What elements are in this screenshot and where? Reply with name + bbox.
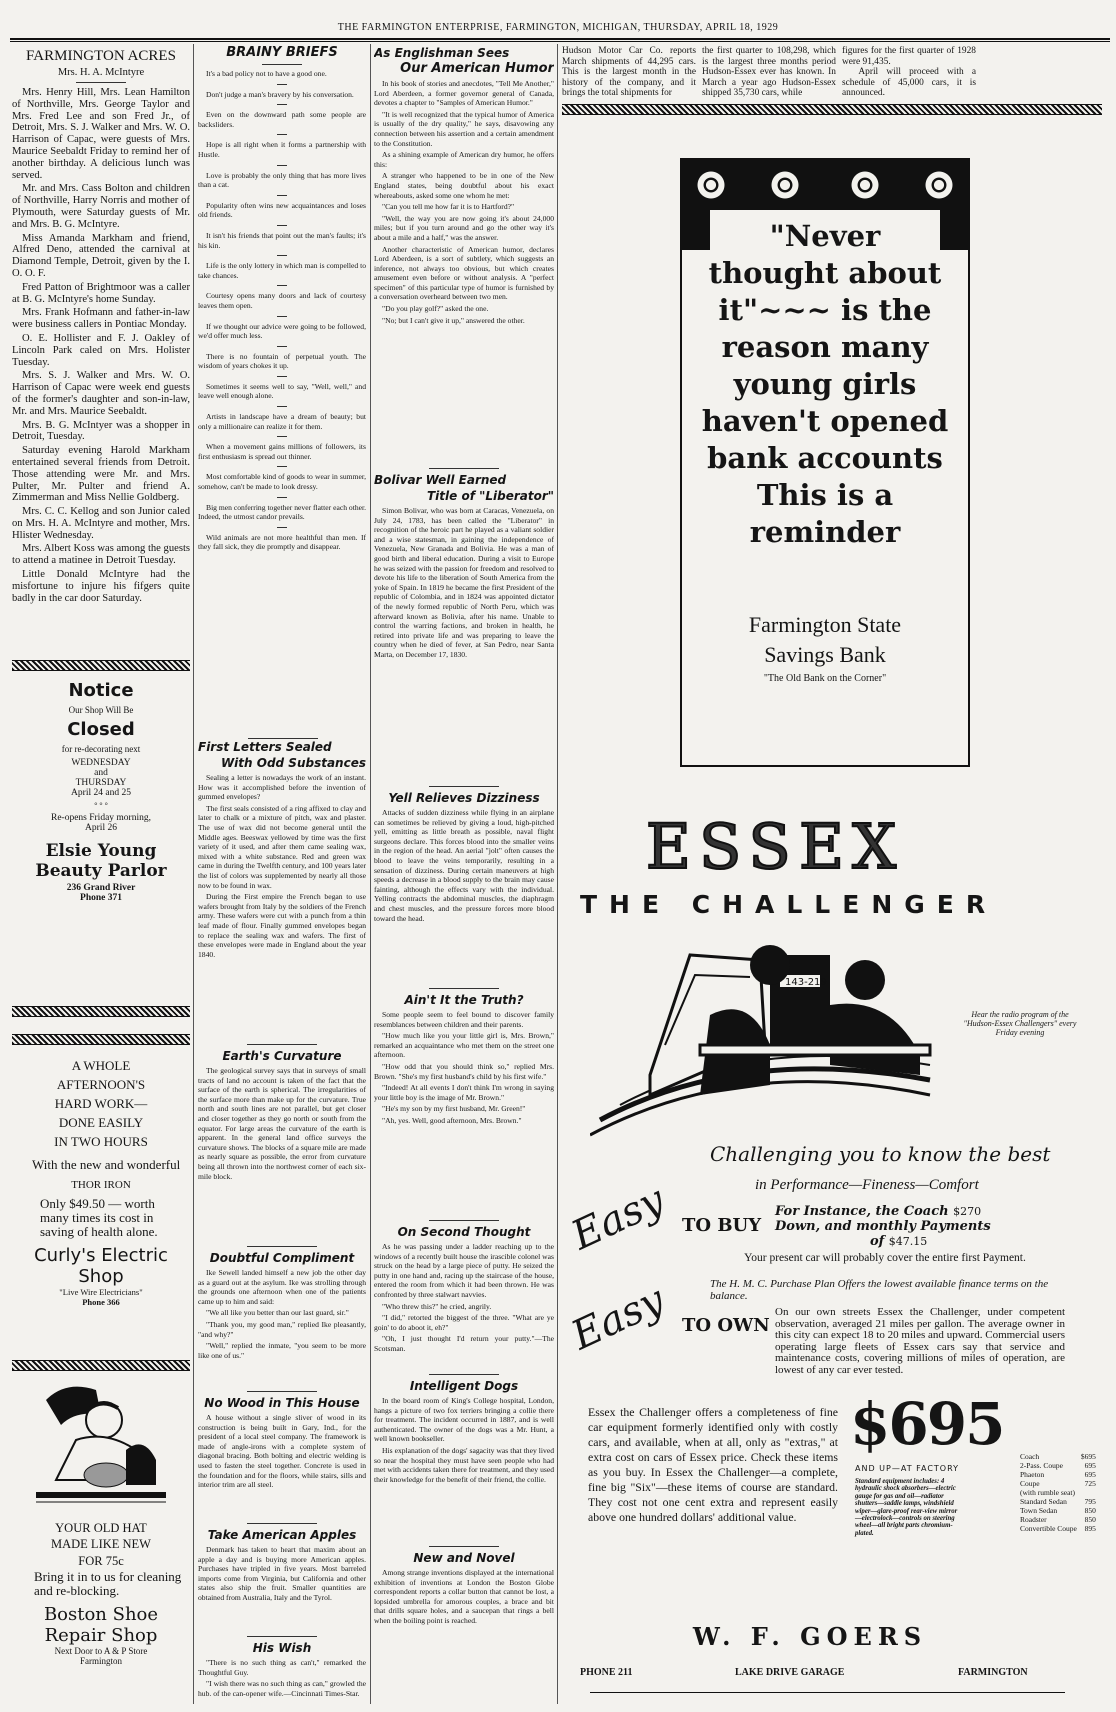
paragraph: When a movement gains millions of followers, its first enthusiasm is spread out thinner. (198, 442, 366, 461)
paragraph: If we thought our advice were going to be followed, we'd offer much less. (198, 321, 366, 341)
paragraph: Mrs. Frank Hofmann and father-in-law were business callers in Pontiac Monday. (12, 307, 190, 331)
paragraph: "It is well recognized that the typical humor of America is usually of the dry quality," he says, disavowing any connection between his assertion and a certain amendment to the Constitution. (374, 109, 554, 148)
paragraph: "Indeed! At all events I don't think I'm wrong in saying your little boy is the image of Mr. Brown." (374, 1083, 554, 1102)
ad-text: and (94, 768, 108, 778)
model-name: Standard Sedan (1020, 1497, 1067, 1506)
paragraph: As a shining example of American dry humor, he offers this: (374, 150, 554, 169)
paragraph: Miss Amanda Markham and friend, Alfred Deno, attended the carnival at Diamond Temple, Detroit, given by the I. O. O. F. (12, 232, 190, 279)
model-row (1018, 1479, 1098, 1488)
column-divider (370, 44, 371, 1704)
brief-separator (277, 195, 287, 196)
down-payment-price: $270 (953, 1205, 982, 1218)
notice-ad (12, 680, 190, 1000)
article-title: Ain't It the Truth? (404, 993, 524, 1007)
license-plate: 143-219 (785, 977, 827, 988)
paragraph: A stranger who happened to be in one of the New England states, being doubtful about his exact whereabouts, asked some one whom he met: (374, 171, 554, 200)
model-row (1018, 1488, 1098, 1497)
paragraph: The first seals consisted of a ring affixed to clay and later to chalk or a mixture of pitch, wax and plaster. The use of wax did not become general until the Middle ages. Beeswax yellowed by time was the first variety of it used, and after them came sealing wax, mixed with a white substance. Red and green wax came in during the Twelfth century, and 100 years later the list of colors was supplemented by nearly all those now to be found in wax. (198, 803, 366, 890)
brief-separator (277, 376, 287, 377)
article-title: On Second Thought (397, 1225, 531, 1239)
paragraph: "How much like you your little girl is, Mrs. Brown," remarked an acquaintance who met them on the street one afternoon. (374, 1031, 554, 1060)
brief-separator (277, 497, 287, 498)
ad-headline: YOUR OLD HAT (55, 1521, 147, 1535)
paragraph: Mrs. Albert Koss was among the guests to attend a matinee in Detroit Tuesday. (12, 543, 190, 567)
model-name: Convertible Coupe (1020, 1524, 1077, 1533)
phone: Phone 366 (82, 1297, 120, 1307)
decorative-border (12, 1006, 190, 1017)
article-title: Intelligent Dogs (409, 1379, 519, 1393)
to-buy-label: TO BUY (682, 1215, 762, 1236)
paragraph: In his book of stories and anecdotes, "Tell Me Another," Lord Aberdeen, a former governor general of Canada, devotes a chapter to "Samples of American Humor." (374, 79, 554, 108)
text-line: IN TWO HOURS (54, 1134, 148, 1149)
article-body (374, 1568, 554, 1626)
paragraph: Mrs. S. J. Walker and Mrs. W. O. Harrison of Capac were week end guests of the former's daughter and son-in-law, Mr. and Mrs. Maurice Seebaldt. (12, 370, 190, 417)
divider (429, 988, 499, 989)
article-body (374, 1010, 554, 1126)
article-title: Yell Relieves Dizziness (388, 791, 540, 805)
doubtful-compliment-article (198, 1242, 366, 1387)
easy-script: Easy (564, 1276, 672, 1360)
paragraph: Attacks of sudden dizziness while flying in an airplane can sometimes be relieved by giving a loud, high-pitched yell, emitting as little breath as possible, naval flight surgeons declare. This forces blood into the smaller veins in the region of the head. An aerial "jolt" often causes the blood to leave the veins temporarily, resulting in a sensation of dizziness. During certain maneuvers at high speeds a decrease in a blood supply to the brain may cause fainting, although the effects vary with the individual. Yelling contracts the abdominal muscles, the diaphragm and chest muscles, and the pressure forces more blood toward the head. (374, 808, 554, 923)
article-body (374, 1396, 554, 1484)
hudson-news-text (842, 46, 976, 99)
model-price: 695 (1084, 1470, 1096, 1479)
paragraph: "How odd that you should think so," replied Mrs. Brown. "She's my first husband's child by his first wife." (374, 1061, 554, 1081)
thor-iron-ad (12, 1056, 190, 1356)
article-title: As Englishman Sees (374, 46, 510, 60)
divider (429, 468, 499, 469)
ad-price: FOR 75c (78, 1554, 124, 1568)
article-body (374, 506, 554, 660)
article-body (198, 1658, 366, 1698)
ornament-dots: ° ° ° (94, 801, 108, 810)
dealer-garage: LAKE DRIVE GARAGE (735, 1667, 845, 1678)
intelligent-dogs-article (374, 1370, 554, 1540)
model-price: 850 (1084, 1515, 1096, 1524)
article-body (374, 79, 554, 325)
ad-text: for re-decorating next (61, 744, 141, 754)
paragraph: Even on the downward path some people are backsliders. (198, 110, 366, 129)
model-row (1018, 1515, 1098, 1524)
town: Farmington (80, 1656, 122, 1666)
hudson-news-text: Hudson Motor Car Co. reports March shipments of 44,295 cars. This is the largest month in the history of the company, and it brings the total shipments for (562, 46, 696, 99)
paragraph: Sealing a letter is nowadays the work of an instant. How was it accomplished before the invention of gummed envelopes? (198, 773, 366, 802)
apples-article (198, 1519, 366, 1631)
model-price (1079, 1488, 1098, 1497)
car-illustration (590, 935, 950, 1145)
ad-text: Our Shop Will Be (68, 705, 134, 715)
paragraph: "Can you tell me how far it is to Hartford?" (382, 202, 515, 212)
column-3 (374, 44, 554, 1709)
paragraph: There is no fountain of perpetual youth. The wisdom of years chokes it up. (198, 351, 366, 371)
divider (262, 64, 302, 65)
paragraph: "Well," replied the inmate, "you seem to be more like one of us." (198, 1341, 366, 1360)
tagline: THE CHALLENGER (580, 890, 998, 919)
article-body (198, 1545, 366, 1603)
brief-separator (277, 406, 287, 407)
paragraph: "We all like you better than our last guard, sir." (206, 1308, 349, 1318)
monthly-payment-price: $47.15 (888, 1235, 928, 1248)
paragraph: Simon Bolivar, who was born at Caracas, Venezuela, on July 24, 1783, has been called the "Liberator" in recognition of the heroic part he played as a valiant soldier and a wise statesman, in gaining the independence of Venezuela, New Granada and Bolivia. He was a man of good birth and liberal education. During a visit to Europe he was seized with the passion for freedom and resolved to devote his life to the liberation of South America from the yoke of Spain. In 1819 he became the first President of the republic of Colombia, and in 1824 was appointed dictator of the newly formed republic of North Peru, which was afterward known as Bolivia, after his name. Unable to control the warring factions, and broken in health, he retired into private life and was preparing to leave the country when he died of fever, at San Pedro, near Santa Marta, on December 17, 1830. (374, 506, 554, 659)
ad-text: Re-opens Friday morning, (50, 813, 151, 823)
hudson-news-text: the first quarter to 108,298, which is the largest three months period Hudson-Essex ever has known. In March a year ago Hudson-Essex shipped 35,730 cars, while (702, 46, 836, 99)
bank-ad-headline (682, 218, 968, 551)
paragraph: Saturday evening Harold Markham entertained several friends from Detroit. Those attending were Mr. and Mrs. Pulter, Mr. Pulter and friend A. Zimmerman and Miss Nellie Goldberg. (12, 445, 190, 504)
paragraph: Little Donald McIntyre had the misfortune to injure his fifgers quite badly in the car door Saturday. (12, 569, 190, 604)
paragraph: Hope is all right when it forms a partnership with Hustle. (198, 140, 366, 159)
article-body (198, 1413, 366, 1490)
article-title: First Letters Sealed (198, 740, 332, 754)
paragraph: Mrs. B. G. McIntyer was a shopper in Detroit, Tuesday. (12, 419, 190, 443)
address: Next Door to A & P Store (54, 1646, 148, 1656)
aint-it-the-truth-article (374, 984, 554, 1214)
paragraph: Among strange inventions displayed at the international exhibition of inventions at London the Boston Globe correspondent reports a collar button that cannot be lost, a lopsided umbrella for amorous couples, a brace and bit that drills square holes, and a saucepan that rings a bell when the boiling point is reached. (374, 1568, 554, 1625)
article-title: FARMINGTON ACRES (26, 48, 176, 64)
brief-separator (277, 285, 287, 286)
paragraph: "Ah, yes. Well, good afternoon, Mrs. Brown." (382, 1115, 522, 1125)
paragraph: Love is probably the only thing that has more lives than a cat. (198, 170, 366, 190)
present-car-text: Your present car will probably cover the entire first Payment. (744, 1252, 1026, 1264)
hat-cleaner-illustration (26, 1380, 176, 1515)
masthead-rule-thin (10, 41, 1110, 42)
ad-text: Bring it in to us for cleaning and re-blocking. (34, 1569, 182, 1598)
divider (247, 1044, 317, 1045)
dealer-phone: PHONE 211 (580, 1667, 633, 1678)
paragraph: Wild animals are not more healthful than men. If they fall sick, they die promptly and disappear. (198, 532, 366, 552)
briefs-list (198, 69, 366, 552)
model-name: Coach (1020, 1452, 1040, 1461)
bank-ad (680, 158, 970, 767)
article-title: No Wood in This House (204, 1396, 360, 1410)
price-headline: $695 (850, 1390, 1004, 1458)
brief-separator (277, 84, 287, 85)
text-line: HARD WORK— (54, 1096, 148, 1111)
ad-bottom-rule (590, 1692, 1065, 1693)
paragraph: Mrs. Henry Hill, Mrs. Lean Hamilton of Northville, Mrs. George Taylor and Mrs. Fred Lee and son Fred Jr., of Detroit, Mrs. S. J. Walker and Mrs. W. O. Harrison of Capac, were guests of Mrs. Maurice Seebaldt Friday to remind her of another birthday. A delicious lunch was served. (12, 87, 190, 181)
text-line: thought about (708, 256, 942, 290)
ad-price-text: Only $49.50 — worth many times its cost in saving of health alone. (40, 1196, 158, 1239)
text-line: DONE EASILY (58, 1115, 144, 1130)
paragraph: "I wish there was no such thing as can," growled the hub. of the can-opener wife.—Cincinnati Times-Star. (198, 1679, 366, 1698)
model-name: Phaeton (1020, 1470, 1045, 1479)
dealer-name: W. F. GOERS (692, 1622, 928, 1651)
equipment-text: Essex the Challenger offers a completeness of fine car equipment formerly identified only with costly cars, and available, when at all, only as "extras," at extra cost on cars of Essex price. Check these items as you buy. In Essex the Challenger—a complete, fine big "Six"—these items of course are standard. They cost not one cent extra and represent easily above one hundred dollars' additional value. (588, 1405, 838, 1524)
model-name: Roadster (1020, 1515, 1047, 1524)
paragraph: It isn't his friends that point out the man's faults; it's his kin. (198, 230, 366, 250)
divider (247, 1246, 317, 1247)
text-line: reason many (721, 330, 929, 364)
product-name: THOR IRON (71, 1179, 131, 1191)
column-divider (193, 44, 194, 1704)
ad-closed-text: Closed (67, 719, 135, 740)
no-wood-article (198, 1387, 366, 1517)
article-body (374, 1242, 554, 1354)
paragraph: His explanation of the dogs' sagacity was that they lived so near the hospital they must have seen people who had met with accidents taken there for treatment, and they used their knowledge for the benefit of their friend, the collie. (374, 1445, 554, 1484)
text-line: young girls (733, 367, 917, 401)
column-divider (557, 44, 558, 1704)
floral-ornament (682, 160, 968, 210)
brief-separator (277, 165, 287, 166)
brief-separator (277, 134, 287, 135)
article-body (12, 87, 190, 604)
ad-text: April 26 (85, 823, 117, 833)
text-line: "Never (769, 219, 881, 253)
model-price: 695 (1084, 1461, 1096, 1470)
economy-text: On our own streets Essex the Challenger, under competent observation, averaged 21 miles per gallon. The average owner in this city can expect 18 to 20 miles and upward. Commercial users operating large fleets of Essex cars say that service and maintenance costs, covering millions of miles of operation, are lowest of any car ever tested. (775, 1306, 1065, 1376)
dealer-town: FARMINGTON (958, 1667, 1028, 1678)
paragraph: As he was passing under a ladder reaching up to the windows of a recently built house the irascible colonel was struck on the head by a large piece of putty. He seized the putty in one hand and, racing up the staircase of the house, entered the room from which it had been thrown. He was confronted by three stalwart navvies. (374, 1242, 554, 1299)
brief-separator (277, 466, 287, 467)
ad-headline (12, 1056, 190, 1151)
paragraph: Most comfortable kind of goods to wear in summer, somehow, can't be made to look dressy. (198, 472, 366, 492)
ad-title: Notice (68, 680, 134, 701)
slogan: "Live Wire Electricians" (59, 1287, 143, 1297)
brief-separator (277, 255, 287, 256)
paragraph: "There is no such thing as can't," remarked the Thoughtful Guy. (198, 1658, 366, 1677)
model-price: 795 (1084, 1497, 1096, 1506)
bank-signature (682, 610, 968, 688)
article-subtitle: Title of "Liberator" (426, 489, 554, 503)
model-row (1018, 1470, 1098, 1479)
bank-name: Savings Bank (764, 642, 886, 667)
and-up-label: AND UP—AT FACTORY (855, 1464, 960, 1473)
article-body (198, 1066, 366, 1181)
brief-separator (277, 436, 287, 437)
farmington-acres-article (12, 44, 190, 654)
buy-terms (775, 1204, 1065, 1249)
buy-terms-text: of (870, 1234, 885, 1249)
paragraph: Don't judge a man's bravery by his conversation. (206, 89, 354, 99)
paragraph: The geological survey says that in surveys of small tracts of land no account is taken of the fact that the surface of the earth is spherical. The irregularities of the surface more than make up for the curvature. True north and south lines are not parallel, but get closer and closer together as they go north or south from the equator. For large areas the curvature of the earth is apparent. In the general land office surveys the curvature shows. The blocks of a square mile are made as nearly square as possible, the error from curvature being all thrown into the northwest corner of each six-mile block. (198, 1066, 366, 1181)
buy-terms-text: For Instance, the Coach (775, 1204, 949, 1219)
article-title: His Wish (252, 1641, 312, 1655)
article-title: Bolivar Well Earned (374, 473, 507, 487)
divider (429, 1374, 499, 1375)
business-name: Shop (78, 1266, 124, 1287)
paragraph: It's a bad policy not to have a good one. (206, 69, 327, 78)
hudson-news-sentence: April will proceed with a schedule of 45,000 cars, it is announced. (842, 67, 976, 99)
article-body (198, 1268, 366, 1360)
englishman-article (374, 44, 554, 464)
business-name: Repair Shop (44, 1625, 158, 1646)
paragraph: Courtesy opens many doors and lack of courtesy leaves them open. (198, 291, 366, 310)
column-2 (198, 44, 366, 1709)
brainy-briefs-article (198, 44, 366, 734)
paragraph: Denmark has taken to heart that maxim about an apple a day and is buying more American apples. Purchases have tripled in five years. Most barreled imports come from Virginia, but California and other states also ship the fruit. Smaller quantities are obtained from Australia, Italy and the Tyrol. (198, 1545, 366, 1602)
ad-dates: April 24 and 25 (71, 788, 131, 798)
model-row (1018, 1461, 1098, 1470)
model-name: Coupe (1020, 1479, 1040, 1488)
paragraph: Sometimes it seems well to say, "Well, well," and leave well enough alone. (198, 381, 366, 401)
earths-curvature-article (198, 1040, 366, 1240)
decorative-border (562, 104, 1102, 115)
text-line: reminder (749, 515, 901, 549)
easy-script: Easy (564, 1176, 672, 1260)
text-line: A WHOLE (71, 1058, 131, 1073)
phone: Phone 371 (80, 893, 122, 903)
paragraph: Another characteristic of American humor, declares Lord Aberdeen, is a sort of subtlety, which suggests an inference, not always too obvious, but which creates amusement even before or without analysis. A "perfect specimen" of this particular type of humor is furnished by a conversation overheard between two men. (374, 244, 554, 302)
bank-name: Farmington State (748, 612, 902, 637)
divider (76, 82, 126, 83)
masthead: THE FARMINGTON ENTERPRISE, FARMINGTON, MICHIGAN, THURSDAY, APRIL 18, 1929 (337, 22, 779, 33)
text-line: haven't opened (701, 404, 949, 438)
paragraph: Life is the only lottery in which man is compelled to take chances. (198, 261, 366, 280)
paragraph: A house without a single sliver of wood in its construction is being built in Gary, Ind., for the president of a local steel company. The framework is made of angle-irons with a complete system of diagonal bracing. Both bolting and electric welding is used to fasten the steel together. Concrete is used in the foundation and for the floors, while stairs, sills and interior trim are all steel. (198, 1413, 366, 1490)
purchase-plan-text: The H. M. C. Purchase Plan Offers the lowest available finance terms on the balance. (710, 1278, 1049, 1302)
second-thought-article (374, 1216, 554, 1366)
model-price: $695 (1080, 1452, 1096, 1461)
ad-day: WEDNESDAY (71, 758, 131, 768)
model-price: 850 (1084, 1506, 1096, 1515)
divider (429, 1546, 499, 1547)
essex-logo: ESSEX (645, 810, 905, 883)
paragraph: "Oh, I just thought I'd return your putty."—The Scotsman. (374, 1334, 554, 1353)
article-title: Doubtful Compliment (209, 1251, 355, 1265)
challenge-heading: Challenging you to know the best (710, 1142, 1051, 1166)
brief-separator (277, 225, 287, 226)
buy-terms-text: Down, and monthly Payments (775, 1219, 991, 1234)
first-letters-article (198, 738, 366, 1038)
divider (429, 786, 499, 787)
decorative-border (12, 660, 190, 671)
hudson-news-sentence: figures for the first quarter of 1928 were 91,435. (842, 46, 976, 67)
model-name: (with rumble seat) (1020, 1488, 1075, 1497)
paragraph: O. E. Hollister and F. J. Oakley of Lincoln Park caled on Mrs. Holister Tuesday. (12, 332, 190, 368)
model-name: Town Sedan (1020, 1506, 1058, 1515)
paragraph: "No; but I can't give it up," answered the other. (382, 315, 525, 325)
text-line: it"~~~ is the (718, 293, 932, 327)
model-price: 725 (1084, 1479, 1096, 1488)
paragraph: Ike Sewell landed himself a new job the other day as a guard out at the asylum. Ike was strolling through the grounds one afternoon when one of the patients came up to him and said: (198, 1268, 366, 1306)
bolivar-article (374, 464, 554, 780)
business-name: Boston Shoe (43, 1604, 159, 1625)
address: 236 Grand River (66, 883, 136, 893)
divider (247, 1636, 317, 1637)
brief-separator (277, 527, 287, 528)
model-price-table (1018, 1452, 1098, 1533)
hat-ad (12, 1380, 190, 1709)
decorative-border (12, 1360, 190, 1371)
paragraph: "Who threw this?" he cried, angrily. (382, 1301, 492, 1311)
brief-separator (277, 104, 287, 105)
paragraph: Mr. and Mrs. Cass Bolton and children of Northville, Harry Norris and mother of Plymouth, were Saturday guests of Mr. and Mrs. B. G. McIntyre. (12, 183, 190, 230)
essex-ad (564, 790, 1110, 1710)
paragraph: During the First empire the French began to use wafers brought from Italy by the soldiers of the French army. These wafers were cut with a punch from a thin leaf made of flour. Finally gummed envelopes began to replace the sealing wax and wafers. The first of these envelopes were made in England about the year 1840. (198, 892, 366, 959)
paragraph: "He's my son by my first husband, Mr. Green!" (382, 1104, 526, 1114)
to-own-label: TO OWN (682, 1315, 770, 1336)
article-title: Take American Apples (207, 1528, 357, 1542)
model-row (1018, 1497, 1098, 1506)
article-subtitle: Our American Humor (400, 61, 554, 76)
article-body (198, 773, 366, 959)
ad-text: With the new and wonderful (32, 1157, 181, 1172)
model-name: 2-Pass. Coupe (1020, 1461, 1063, 1470)
paragraph: In the board room of King's College hospital, London, hangs a picture of two fox terriers bringing a collie there for treatment. The incident occurred in 1887, and is well authenticated. The owner of the dogs was a Mr. Hunt, a well known bookseller. (374, 1396, 554, 1444)
text-line: This is a (756, 478, 894, 512)
brief-separator (277, 346, 287, 347)
brief-separator (277, 316, 287, 317)
text-line: bank accounts (707, 441, 943, 475)
paragraph: "Do you play golf?" asked the one. (382, 304, 489, 314)
article-title: BRAINY BRIEFS (226, 45, 338, 60)
paragraph: Popularity often wins new acquaintances and loses old friends. (198, 200, 366, 220)
bank-slogan: "The Old Bank on the Corner" (763, 673, 887, 684)
decorative-border (12, 1034, 190, 1045)
model-row (1018, 1452, 1098, 1461)
article-subtitle: With Odd Substances (220, 756, 366, 770)
article-title: Earth's Curvature (222, 1049, 342, 1063)
model-row (1018, 1524, 1098, 1533)
divider (429, 1220, 499, 1221)
divider (247, 1391, 317, 1392)
paragraph: Mrs. C. C. Kellog and son Junior caled on Mrs. H. A. McIntyre and mother, Mrs. Hlister Wednesday. (12, 506, 190, 541)
divider (247, 1523, 317, 1524)
ad-headline: MADE LIKE NEW (51, 1537, 151, 1551)
model-row (1018, 1506, 1098, 1515)
masthead-rule (10, 38, 1110, 40)
byline: Mrs. H. A. McIntyre (57, 67, 145, 78)
standard-equipment-text: Standard equipment includes: 4 hydraulic shock absorbers—electric gauge for gas and oil—radiator shutters—saddle lamps, windshield wiper—glare-proof rear-view mirror—electrolock—controls on steering wheel—all bright parts chromium-plated. (855, 1478, 958, 1537)
business-name: Beauty Parlor (35, 861, 167, 881)
paragraph: "I did," retorted the biggest of the three. "What are ye goin' to do aboot it, eh?" (374, 1313, 554, 1332)
paragraph: "Thank you, my good man," replied Ike pleasantly, "and why?" (198, 1319, 366, 1339)
paragraph: Fred Patton of Brightmoor was a caller at B. G. McIntyre's home Sunday. (12, 281, 190, 305)
ad-day: THURSDAY (75, 778, 127, 788)
article-body (374, 808, 554, 923)
paragraph: Some people seem to feel bound to discover family resemblances between children and their parents. (374, 1010, 554, 1029)
yell-article (374, 782, 554, 982)
column-1 (12, 44, 190, 1709)
qualities-line: in Performance—Fineness—Comfort (755, 1177, 979, 1193)
paragraph: "Well, the way you are now going it's about 24,000 miles; but if you turn around and go the other way it's about a mile and a half," was the answer. (374, 213, 554, 242)
text-line: AFTERNOON'S (56, 1077, 146, 1092)
paragraph: Big men conferring together never flatter each other. Indeed, the utmost candor prevails. (198, 502, 366, 522)
model-price: 895 (1084, 1524, 1096, 1533)
business-name: Elsie Young (45, 841, 157, 861)
new-and-novel-article (374, 1542, 554, 1709)
his-wish-article (198, 1632, 366, 1709)
radio-program-note: Hear the radio program of the "Hudson-Essex Challengers" every Friday evening (963, 1010, 1077, 1037)
article-title: New and Novel (413, 1551, 515, 1565)
business-name: Curly's Electric (34, 1245, 168, 1266)
paragraph: Artists in landscape have a dream of beauty; but only a millionaire can realize it for them. (198, 412, 366, 431)
